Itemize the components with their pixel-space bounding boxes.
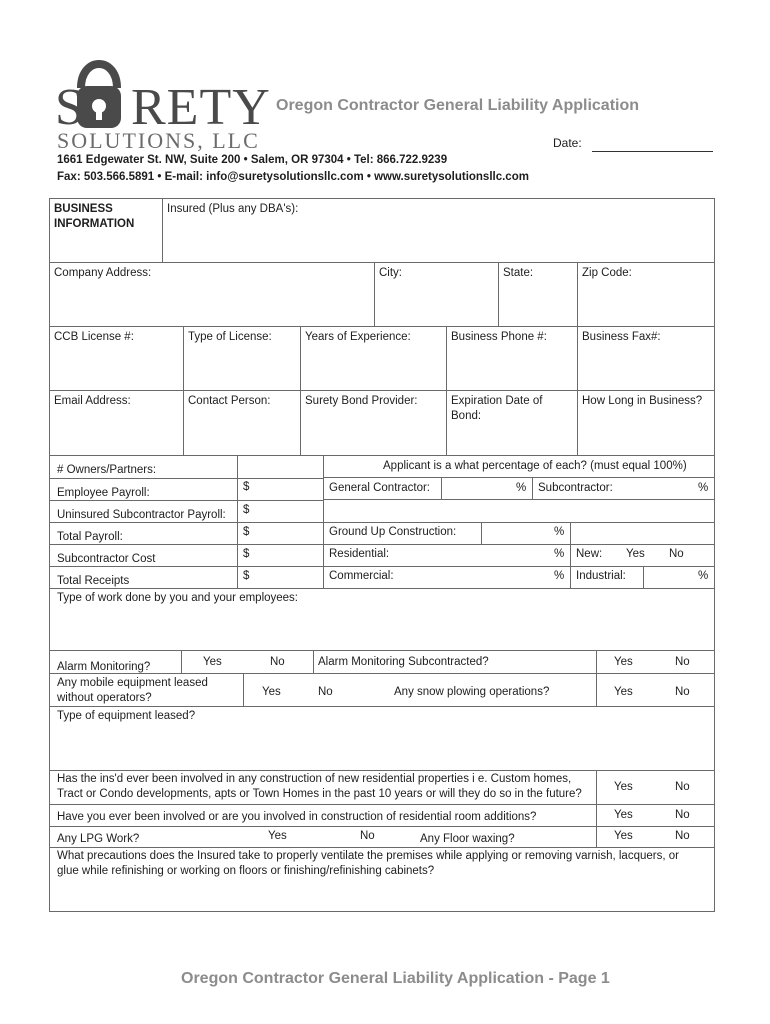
lpg-no-option[interactable]: No <box>360 830 375 842</box>
business-fax-field[interactable]: Business Fax#: <box>582 331 661 343</box>
ground-up-label: Ground Up Construction: <box>329 526 457 538</box>
industrial-label: Industrial: <box>576 570 626 582</box>
dollar-sign[interactable]: $ <box>243 481 250 493</box>
uninsured-payroll-label: Uninsured Subcontractor Payroll: <box>57 509 226 521</box>
dollar-sign[interactable]: $ <box>243 570 250 582</box>
alarm-sub-label: Alarm Monitoring Subcontracted? <box>318 656 489 668</box>
bond-expiration-field[interactable]: Expiration Date of Bond: <box>451 395 543 422</box>
dollar-sign[interactable]: $ <box>243 526 250 538</box>
company-logo <box>55 48 270 153</box>
date-label: Date: <box>553 136 582 150</box>
equipment-type-field[interactable]: Type of equipment leased? <box>57 710 196 722</box>
dollar-sign[interactable]: $ <box>243 548 250 560</box>
contact-person-field[interactable]: Contact Person: <box>188 395 271 407</box>
room-additions-yes-option[interactable]: Yes <box>614 809 633 821</box>
room-additions-no-option[interactable]: No <box>675 809 690 821</box>
percent-sign[interactable]: % <box>554 526 565 538</box>
form-title: Oregon Contractor General Liability Application <box>276 97 640 114</box>
business-section-label: BUSINESS INFORMATION <box>54 203 135 230</box>
logo-subtitle: SOLUTIONS, LLC <box>57 128 260 153</box>
floor-waxing-label: Any Floor waxing? <box>420 833 515 845</box>
general-contractor-label: General Contractor: <box>329 482 430 494</box>
dollar-sign[interactable]: $ <box>243 504 250 516</box>
mobile-equipment-label: Any mobile equipment leased without operators? <box>57 677 208 704</box>
state-field[interactable]: State: <box>503 267 534 279</box>
company-address-field[interactable]: Company Address: <box>54 267 152 279</box>
floor-waxing-yes-option[interactable]: Yes <box>614 830 633 842</box>
new-label: New: <box>576 548 603 560</box>
snow-yes-option[interactable]: Yes <box>614 686 633 698</box>
total-receipts-label: Total Receipts <box>57 575 130 587</box>
bond-provider-field[interactable]: Surety Bond Provider: <box>305 395 418 407</box>
lpg-work-label: Any LPG Work? <box>57 833 140 845</box>
address-line: 1661 Edgewater St. NW, Suite 200 • Salem, OR 97304 • Tel: 866.722.9239 <box>57 154 448 166</box>
license-type-field[interactable]: Type of License: <box>188 331 272 343</box>
residential-no-option[interactable]: No <box>675 781 690 793</box>
new-yes-option[interactable]: Yes <box>626 548 645 560</box>
alarm-sub-no-option[interactable]: No <box>675 656 690 668</box>
total-payroll-label: Total Payroll: <box>57 531 123 543</box>
business-phone-field[interactable]: Business Phone #: <box>451 331 547 343</box>
alarm-sub-yes-option[interactable]: Yes <box>614 656 633 668</box>
commercial-label: Commercial: <box>329 570 394 582</box>
snow-plowing-label: Any snow plowing operations? <box>394 686 550 698</box>
ventilation-question[interactable]: What precautions does the Insured take to properly ventilate the premises while applying or removing varnish, lacquers, or glue while refinishing or working on floors or finishing/refinishing cabinets? <box>57 850 679 877</box>
mobile-yes-option[interactable]: Yes <box>262 686 281 698</box>
floor-waxing-no-option[interactable]: No <box>675 830 690 842</box>
logo-letter-s: S <box>55 79 84 136</box>
residential-yes-option[interactable]: Yes <box>614 781 633 793</box>
contact-line: Fax: 503.566.5891 • E-mail: info@suretysolutionsllc.com • www.suretysolutionsllc.com <box>57 171 529 183</box>
logo-word: RETY <box>131 79 271 136</box>
work-type-field[interactable]: Type of work done by you and your employees: <box>57 592 299 604</box>
insured-field[interactable]: Insured (Plus any DBA's): <box>167 203 299 215</box>
alarm-monitoring-label: Alarm Monitoring? <box>57 661 151 673</box>
years-experience-field[interactable]: Years of Experience: <box>305 331 411 343</box>
zip-field[interactable]: Zip Code: <box>582 267 632 279</box>
subcontractor-label: Subcontractor: <box>538 482 613 494</box>
percent-sign[interactable]: % <box>698 482 709 494</box>
page-footer: Oregon Contractor General Liability Application - Page 1 <box>181 970 610 987</box>
employee-payroll-label: Employee Payroll: <box>57 487 150 499</box>
percent-sign[interactable]: % <box>554 548 565 560</box>
ccb-license-field[interactable]: CCB License #: <box>54 331 134 343</box>
mobile-no-option[interactable]: No <box>318 686 333 698</box>
city-field[interactable]: City: <box>379 267 402 279</box>
residential-construction-question: Has the ins'd ever been involved in any construction of new residential properties i e. Custom homes, Tract or Condo developments, apts or Town Homes in the past 10 years or will they do so in the future? <box>57 773 582 800</box>
lpg-yes-option[interactable]: Yes <box>268 830 287 842</box>
snow-no-option[interactable]: No <box>675 686 690 698</box>
percent-sign[interactable]: % <box>554 570 565 582</box>
percent-sign[interactable]: % <box>516 482 527 494</box>
room-additions-question: Have you ever been involved or are you involved in construction of residential room additions? <box>57 811 537 823</box>
residential-label: Residential: <box>329 548 390 560</box>
owners-field[interactable]: # Owners/Partners: <box>57 464 157 476</box>
email-field[interactable]: Email Address: <box>54 395 131 407</box>
percentage-heading: Applicant is a what percentage of each? (must equal 100%) <box>383 460 687 472</box>
alarm-no-option[interactable]: No <box>270 656 285 668</box>
percent-sign[interactable]: % <box>698 570 709 582</box>
new-no-option[interactable]: No <box>669 548 684 560</box>
subcontractor-cost-label: Subcontractor Cost <box>57 553 156 565</box>
alarm-yes-option[interactable]: Yes <box>203 656 222 668</box>
date-field[interactable] <box>592 151 713 152</box>
how-long-field[interactable]: How Long in Business? <box>582 395 703 407</box>
